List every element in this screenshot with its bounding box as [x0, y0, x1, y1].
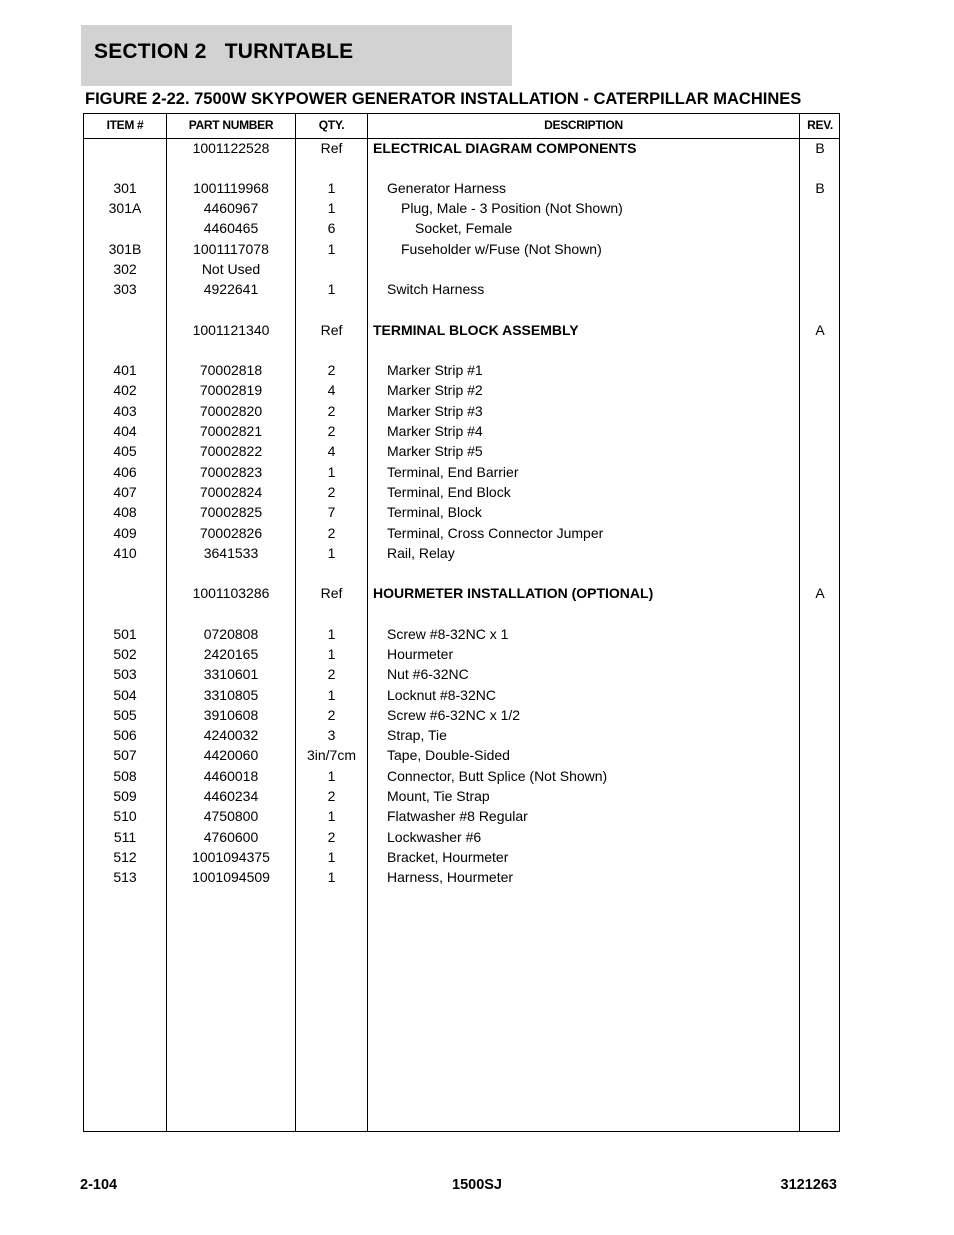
part-number-cell: 0720808 [203, 626, 259, 642]
quantity-cell: 2 [327, 788, 336, 804]
table-row [84, 705, 839, 725]
table-row [84, 766, 839, 786]
part-number-cell: 70002822 [199, 443, 263, 459]
quantity-cell: 1 [327, 464, 336, 480]
quantity-cell: 2 [327, 829, 336, 845]
column-header-description: DESCRIPTION [544, 118, 623, 132]
table-row [84, 685, 839, 705]
description-cell: Marker Strip #5 [387, 443, 483, 459]
item-number-cell: 502 [113, 646, 137, 662]
table-row [84, 847, 839, 867]
table-row [84, 867, 839, 887]
description-cell: Tape, Double-Sided [387, 747, 510, 763]
part-number-cell: 3310805 [203, 687, 259, 703]
table-row [84, 360, 839, 380]
document-number: 3121263 [780, 1177, 837, 1193]
item-number-cell: 507 [113, 747, 137, 763]
part-number-cell: 70002824 [199, 484, 263, 500]
description-cell: Terminal, Block [387, 504, 482, 520]
item-number-cell: 405 [113, 443, 137, 459]
item-number-cell: 406 [113, 464, 137, 480]
part-number-cell: 1001121340 [192, 322, 270, 338]
item-number-cell: 409 [113, 525, 137, 541]
description-cell: TERMINAL BLOCK ASSEMBLY [373, 322, 579, 338]
part-number-cell: 1001103286 [192, 585, 270, 601]
table-row [84, 462, 839, 482]
item-number-cell: 301 [113, 180, 137, 196]
item-number-cell: 401 [113, 362, 137, 378]
table-row [84, 523, 839, 543]
part-number-cell: 4750800 [203, 808, 259, 824]
description-cell: Screw #6-32NC x 1/2 [387, 707, 521, 723]
quantity-cell: 2 [327, 707, 336, 723]
column-header-item: ITEM # [106, 118, 144, 132]
description-cell: Screw #8-32NC x 1 [387, 626, 509, 642]
quantity-cell: 2 [327, 423, 336, 439]
part-number-cell: 70002821 [199, 423, 263, 439]
description-cell: Strap, Tie [387, 727, 447, 743]
part-number-cell: 3310601 [203, 666, 259, 682]
quantity-cell: 1 [327, 646, 336, 662]
quantity-cell: 2 [327, 362, 336, 378]
part-number-cell: 4460465 [203, 220, 259, 236]
part-number-cell: 4420060 [203, 747, 259, 763]
part-number-cell: 1001122528 [192, 140, 270, 156]
part-number-cell: 70002820 [199, 403, 263, 419]
item-number-cell: 302 [113, 261, 137, 277]
quantity-cell: 6 [327, 220, 336, 236]
item-number-cell: 503 [113, 666, 137, 682]
description-cell: Harness, Hourmeter [387, 869, 514, 885]
item-number-cell: 407 [113, 484, 137, 500]
table-row [84, 401, 839, 421]
quantity-cell: Ref [320, 322, 343, 338]
description-cell: Terminal, End Block [387, 484, 511, 500]
item-number-cell: 509 [113, 788, 137, 804]
part-number-cell: 2420165 [203, 646, 259, 662]
table-row [84, 644, 839, 664]
description-cell: Marker Strip #1 [387, 362, 483, 378]
part-number-cell: 70002819 [199, 382, 263, 398]
item-number-cell: 301B [108, 241, 142, 257]
item-number-cell: 510 [113, 808, 137, 824]
quantity-cell: 3in/7cm [306, 747, 357, 763]
table-row [84, 259, 839, 279]
quantity-cell: 2 [327, 484, 336, 500]
quantity-cell: 1 [327, 768, 336, 784]
table-row [84, 806, 839, 826]
table-row [84, 543, 839, 563]
item-number-cell: 303 [113, 281, 137, 297]
table-row [84, 320, 839, 340]
table-row [84, 583, 839, 603]
part-number-cell: 4460234 [203, 788, 259, 804]
part-number-cell: 1001094509 [192, 869, 270, 885]
part-number-cell: 1001117078 [193, 241, 269, 257]
quantity-cell: 1 [327, 626, 336, 642]
part-number-cell: 4922641 [203, 281, 259, 297]
table-row [84, 664, 839, 684]
column-header-rev: REV. [807, 118, 833, 132]
description-cell: Locknut #8-32NC [387, 687, 496, 703]
description-cell: ELECTRICAL DIAGRAM COMPONENTS [373, 140, 637, 156]
description-cell: Marker Strip #3 [387, 403, 483, 419]
quantity-cell: 1 [327, 849, 336, 865]
description-cell: Lockwasher #6 [387, 829, 482, 845]
model-name: 1500SJ [452, 1177, 502, 1193]
part-number-cell: Not Used [201, 261, 261, 277]
item-number-cell: 506 [113, 727, 137, 743]
revision-cell: A [815, 585, 825, 601]
table-row [84, 786, 839, 806]
part-number-cell: 1001094375 [192, 849, 270, 865]
description-cell: Marker Strip #4 [387, 423, 483, 439]
item-number-cell: 403 [113, 403, 137, 419]
description-cell: Plug, Male - 3 Position (Not Shown) [401, 200, 623, 216]
column-header-qty: QTY. [318, 118, 345, 132]
description-cell: Marker Strip #2 [387, 382, 483, 398]
part-number-cell: 70002825 [199, 504, 263, 520]
column-header-part-number: PART NUMBER [188, 118, 274, 132]
table-row [84, 725, 839, 745]
part-number-cell: 70002826 [199, 525, 263, 541]
revision-cell: A [815, 322, 825, 338]
part-number-cell: 4760600 [203, 829, 259, 845]
quantity-cell: 2 [327, 525, 336, 541]
part-number-cell: 3641533 [203, 545, 259, 561]
table-row [84, 421, 839, 441]
description-cell: Switch Harness [387, 281, 485, 297]
item-number-cell: 505 [113, 707, 137, 723]
part-number-cell: 4460018 [203, 768, 259, 784]
table-row [84, 745, 839, 765]
table-row [84, 198, 839, 218]
part-number-cell: 70002823 [199, 464, 263, 480]
table-row [84, 441, 839, 461]
table-row [84, 218, 839, 238]
quantity-cell: 1 [327, 869, 336, 885]
description-cell: Rail, Relay [387, 545, 455, 561]
table-row [84, 279, 839, 299]
item-number-cell: 301A [108, 200, 142, 216]
item-number-cell: 404 [113, 423, 137, 439]
description-cell: Flatwasher #8 Regular [387, 808, 528, 824]
table-row [84, 827, 839, 847]
item-number-cell: 508 [113, 768, 137, 784]
table-row [84, 178, 839, 198]
item-number-cell: 511 [113, 829, 137, 845]
table-row [84, 624, 839, 644]
description-cell: Terminal, End Barrier [387, 464, 519, 480]
quantity-cell: 1 [327, 808, 336, 824]
quantity-cell: 4 [327, 443, 336, 459]
item-number-cell: 513 [113, 869, 137, 885]
quantity-cell: 2 [327, 403, 336, 419]
description-cell: Socket, Female [415, 220, 513, 236]
table-row [84, 380, 839, 400]
item-number-cell: 402 [113, 382, 137, 398]
page-number: 2-104 [80, 1177, 118, 1193]
table-row [84, 502, 839, 522]
table-row [84, 239, 839, 259]
description-cell: HOURMETER INSTALLATION (OPTIONAL) [373, 585, 654, 601]
quantity-cell: Ref [320, 140, 343, 156]
description-cell: Mount, Tie Strap [387, 788, 490, 804]
table-row [84, 482, 839, 502]
description-cell: Generator Harness [387, 180, 507, 196]
description-cell: Fuseholder w/Fuse (Not Shown) [401, 241, 602, 257]
figure-title: FIGURE 2-22. 7500W SKYPOWER GENERATOR INSTALLATION - CATERPILLAR MACHINES [85, 90, 802, 108]
part-number-cell: 4240032 [203, 727, 259, 743]
revision-cell: B [815, 140, 825, 156]
table-row [84, 138, 839, 158]
quantity-cell: 3 [327, 727, 336, 743]
quantity-cell: 1 [327, 241, 336, 257]
description-cell: Hourmeter [387, 646, 454, 662]
item-number-cell: 512 [113, 849, 137, 865]
section-title: SECTION 2 TURNTABLE [94, 40, 354, 63]
description-cell: Terminal, Cross Connector Jumper [387, 525, 604, 541]
quantity-cell: 4 [327, 382, 336, 398]
part-number-cell: 3910608 [203, 707, 259, 723]
revision-cell: B [815, 180, 825, 196]
parts-table [83, 113, 840, 1132]
quantity-cell: 1 [327, 200, 336, 216]
item-number-cell: 501 [113, 626, 137, 642]
description-cell: Nut #6-32NC [387, 666, 469, 682]
part-number-cell: 1001119968 [193, 180, 269, 196]
description-cell: Bracket, Hourmeter [387, 849, 509, 865]
description-cell: Connector, Butt Splice (Not Shown) [387, 768, 608, 784]
quantity-cell: 2 [327, 666, 336, 682]
item-number-cell: 410 [113, 545, 137, 561]
quantity-cell: 1 [327, 180, 336, 196]
part-number-cell: 4460967 [203, 200, 259, 216]
part-number-cell: 70002818 [199, 362, 263, 378]
quantity-cell: 7 [327, 504, 336, 520]
quantity-cell: 1 [327, 281, 336, 297]
quantity-cell: 1 [327, 545, 336, 561]
item-number-cell: 408 [113, 504, 137, 520]
quantity-cell: Ref [320, 585, 343, 601]
item-number-cell: 504 [113, 687, 137, 703]
quantity-cell: 1 [327, 687, 336, 703]
